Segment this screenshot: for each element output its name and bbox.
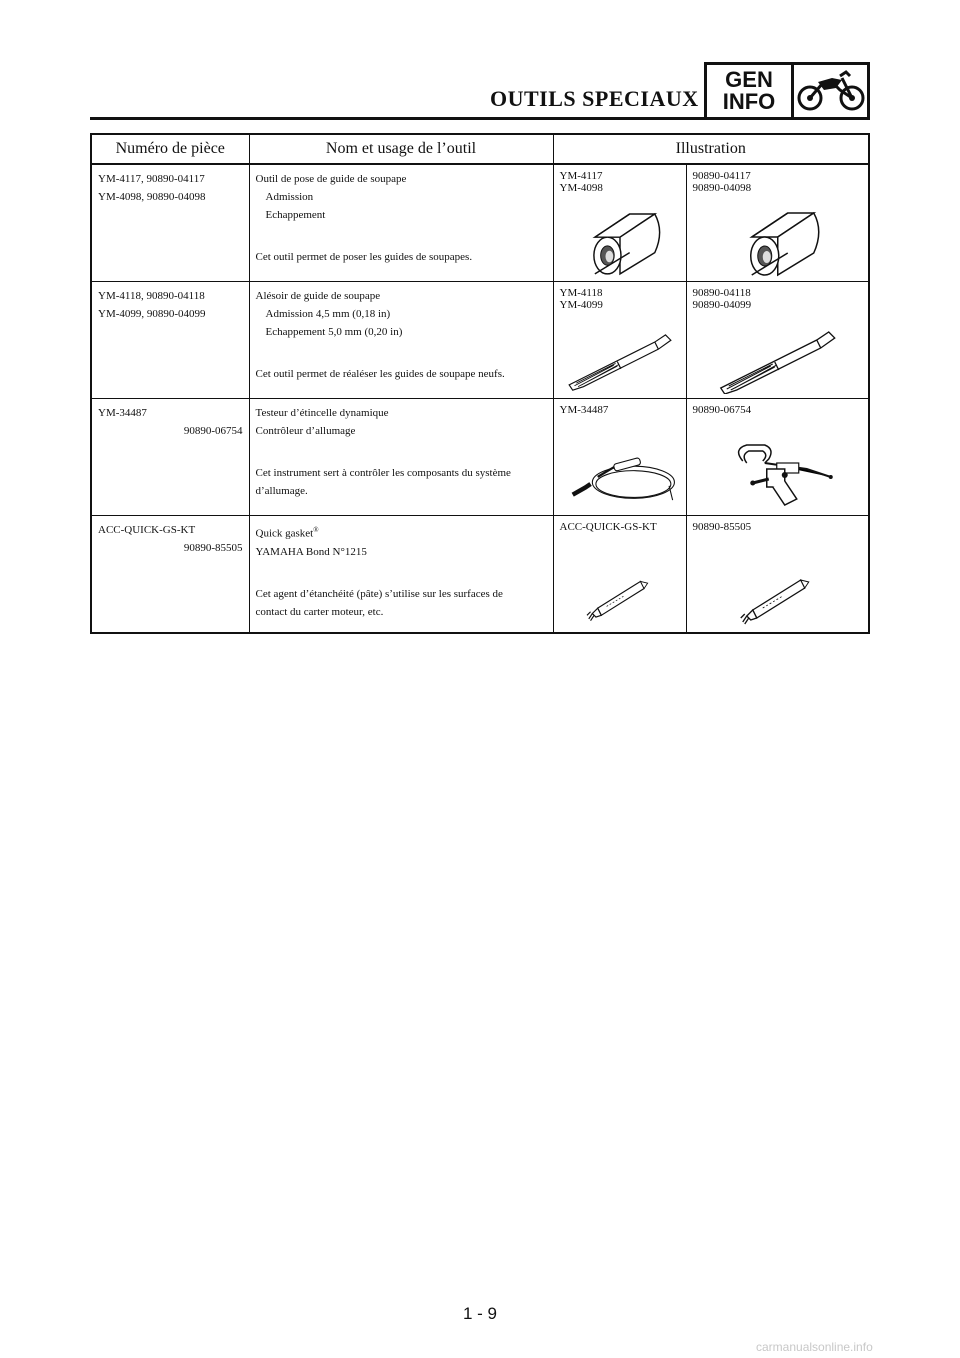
gen-info-badge xyxy=(704,62,870,120)
illustration-cell: ACC-QUICK-GS-KT xyxy=(553,516,686,634)
sealant-tube-icon xyxy=(695,558,861,628)
illustration-cell: YM-34487 xyxy=(553,399,686,516)
page-number: 1 - 9 xyxy=(462,1304,498,1323)
registered-mark: ® xyxy=(313,526,319,534)
header-rule xyxy=(90,117,704,120)
table-row xyxy=(91,399,869,516)
col-header-illustration: Illustration xyxy=(553,134,869,164)
table-header-row xyxy=(91,134,869,164)
illustration-cell: 90890-04117 90890-04098 xyxy=(686,164,869,282)
motorcycle-icon xyxy=(794,65,867,117)
badge-label: GEN INFO xyxy=(707,65,794,117)
illustration-cell: YM-4118 YM-4099 xyxy=(553,282,686,399)
illustration-cell: 90890-04118 90890-04099 xyxy=(686,282,869,399)
illustration-cell: YM-4117 YM-4098 xyxy=(553,164,686,282)
illustration-cell: 90890-06754 xyxy=(686,399,869,516)
part-number-cell: YM-34487 90890-06754 xyxy=(91,399,249,516)
sealant-tube-icon xyxy=(562,558,678,628)
spark-tester-icon xyxy=(562,441,678,511)
section-title: OUTILS SPECIAUX xyxy=(490,86,699,111)
col-header-tool-name: Nom et usage de l’outil xyxy=(249,134,553,164)
tool-name-cell: Alésoir de guide de soupape Admission 4,5 mm (0,18 in) Echappement 5,0 mm (0,20 in) Cet outil permet de réaléser les guides de soupape neufs. xyxy=(249,282,553,399)
spark-tester-icon xyxy=(695,441,861,511)
special-tools-table xyxy=(90,133,870,634)
valve-guide-installer-icon xyxy=(695,207,861,277)
tool-name-cell: Testeur d’étincelle dynamique Contrôleur d’allumage Cet instrument sert à contrôler les composants du système d’allumage. xyxy=(249,399,553,516)
table-row xyxy=(91,164,869,282)
illustration-cell: 90890-85505 xyxy=(686,516,869,634)
watermark[interactable]: carmanualsonline.info xyxy=(756,1340,873,1354)
reamer-icon xyxy=(695,324,861,394)
page-header xyxy=(90,62,870,124)
col-header-part-number: Numéro de pièce xyxy=(91,134,249,164)
table-row xyxy=(91,282,869,399)
part-number-cell: ACC-QUICK-GS-KT 90890-85505 xyxy=(91,516,249,634)
table-row xyxy=(91,516,869,634)
part-number-cell: YM-4118, 90890-04118 YM-4099, 90890-04099 xyxy=(91,282,249,399)
valve-guide-installer-icon xyxy=(562,207,678,277)
reamer-icon xyxy=(562,324,678,394)
tool-name-cell: Outil de pose de guide de soupape Admission Echappement Cet outil permet de poser les guides de soupapes. xyxy=(249,164,553,282)
tool-name-cell: Quick gasket® YAMAHA Bond N°1215 Cet agent d’étanchéité (pâte) s’utilise sur les surfaces de contact du carter moteur, etc. xyxy=(249,516,553,634)
part-number-cell: YM-4117, 90890-04117 YM-4098, 90890-04098 xyxy=(91,164,249,282)
